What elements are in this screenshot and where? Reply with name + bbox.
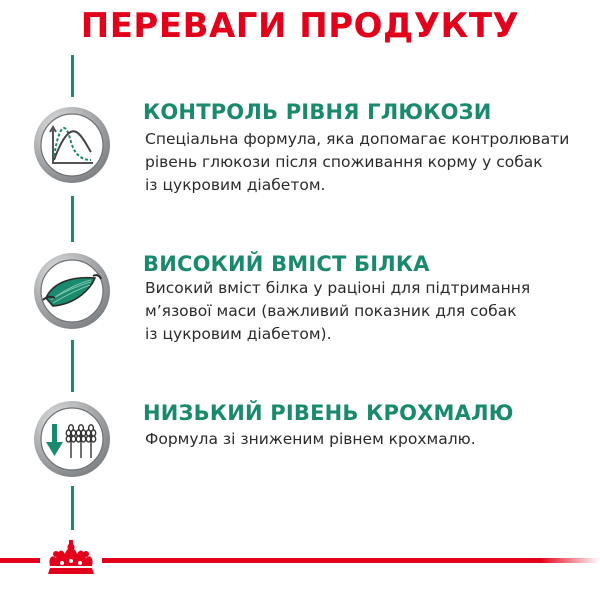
footer-line-fade — [540, 558, 600, 563]
benefit-description: Спеціальна формула, яка допомагає контролювати рівень глюкози після споживання корму у собак із цукровим діабетом. — [145, 130, 570, 194]
timeline-line — [71, 486, 74, 530]
benefit-description: Формула зі зниженим рівнем крохмалю. — [145, 430, 476, 448]
timeline-line — [71, 340, 74, 392]
crown-logo-icon — [40, 536, 102, 580]
timeline-line — [71, 196, 74, 242]
muscle-icon — [33, 252, 111, 330]
low-starch-grain-icon — [33, 400, 111, 478]
benefit-title: ВИСОКИЙ ВМІСТ БІЛКА — [143, 252, 430, 276]
page-title: ПЕРЕВАГИ ПРОДУКТУ — [80, 6, 520, 46]
timeline-line — [71, 55, 74, 97]
footer-line — [102, 558, 542, 563]
benefit-description: Високий вміст білка у раціоні для підтримання м’язової маси (важливий показник для собак із цукровим діабетом). — [145, 279, 531, 343]
benefit-title: КОНТРОЛЬ РІВНЯ ГЛЮКОЗИ — [143, 100, 492, 124]
footer-line — [0, 558, 40, 563]
glucose-curve-icon — [33, 106, 111, 184]
benefit-title: НИЗЬКИЙ РІВЕНЬ КРОХМАЛЮ — [143, 401, 514, 425]
